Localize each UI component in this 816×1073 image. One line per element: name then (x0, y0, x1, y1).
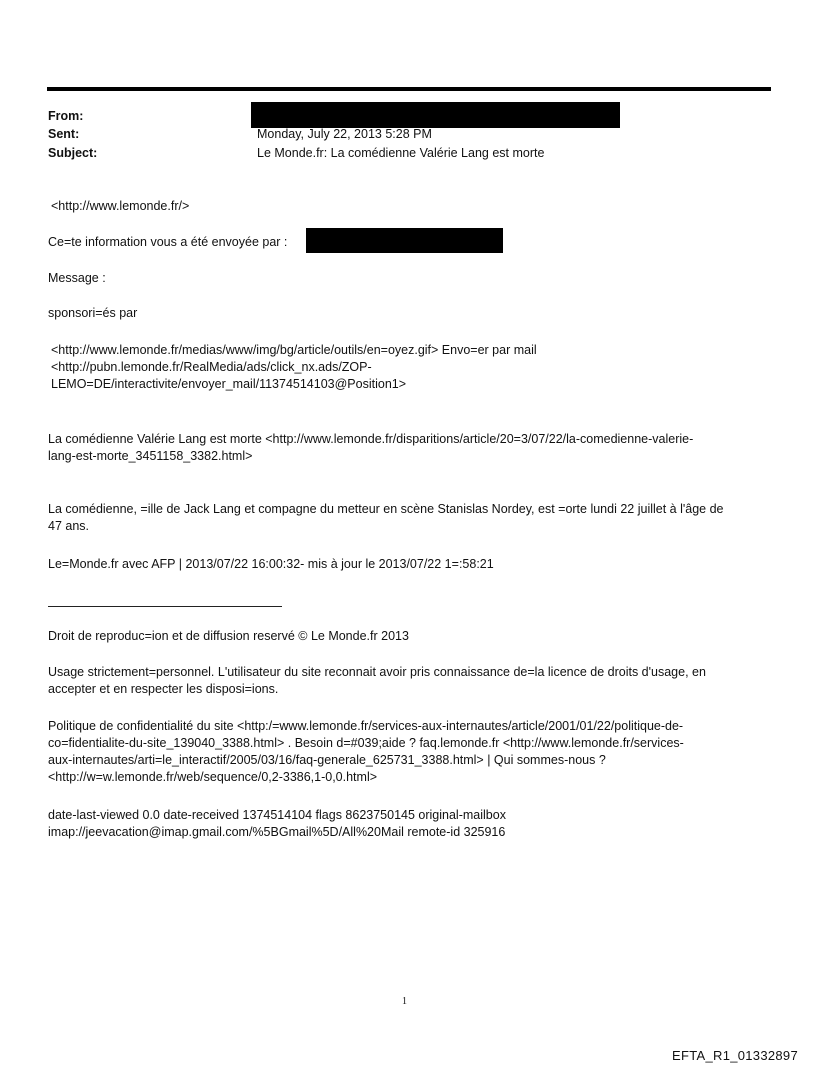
copyright-notice: Droit de reproduc=ion et de diffusion reservé © Le Monde.fr 2013 (48, 629, 409, 643)
page-number: 1 (402, 996, 407, 1007)
redaction-sender (306, 228, 503, 253)
mail-metadata: date-last-viewed 0.0 date-received 1374514104 flags 8623750145 original-mailbox imap://jeevacation@imap.gmail.com/%5BGmail%5D/All%20Mail remote-id 325916 (48, 808, 506, 839)
sent-label: Sent: (48, 127, 80, 141)
subject-value: Le Monde.fr: La comédienne Valérie Lang est morte (257, 146, 545, 160)
from-label: From: (48, 109, 84, 123)
mail-links: <http://www.lemonde.fr/medias/www/img/bg/article/outils/en=oyez.gif> Envo=er par mail <http://pubn.lemonde.fr/RealMedia/ads/click_nx.ads/ZOP- LEMO=DE/interactivite/envoyer_mail/11374514103@Position1> (51, 343, 537, 391)
message-label: Message : (48, 271, 106, 285)
sponsored-text: sponsori=és par (48, 306, 138, 320)
subject-label: Subject: (48, 146, 98, 160)
privacy-policy: Politique de confidentialité du site <http:/=www.lemonde.fr/services-aux-internautes/article/2001/01/22/politique-de- co=fidentialite-du-site_139040_3388.html> . Besoin d=#039;aide ? faq.lemonde.fr <http://www.lemonde.fr/services- aux-internautes/arti=le_interactif/2005/03/16/faq-generale_625731_3388.html> | Qui sommes-nous ? <http://w=w.lemonde.fr/web/sequence/0,2-3386,1-0,0.html> (48, 719, 684, 784)
headline-link: La comédienne Valérie Lang est morte <http://www.lemonde.fr/disparitions/article/20=3/07/22/la-comedienne-valerie- lang-est-morte_3451158_3382.html> (48, 432, 694, 463)
bates-number: EFTA_R1_01332897 (672, 1048, 798, 1063)
top-rule (47, 87, 771, 91)
site-link: <http://www.lemonde.fr/> (51, 199, 190, 213)
usage-notice: Usage strictement=personnel. L'utilisateur du site reconnait avoir pris connaissance de=la licence de droits d'usage, en accepter et en respecter les disposi=ions. (48, 665, 706, 696)
byline: Le=Monde.fr avec AFP | 2013/07/22 16:00:32- mis à jour le 2013/07/22 1=:58:21 (48, 557, 494, 571)
article-summary: La comédienne, =ille de Jack Lang et compagne du metteur en scène Stanislas Nordey, est =orte lundi 22 juillet à l'âge de 47 ans. (48, 502, 724, 533)
sent-by-text: Ce=te information vous a été envoyée par : (48, 235, 288, 249)
separator-line (48, 606, 282, 607)
sent-value: Monday, July 22, 2013 5:28 PM (257, 127, 432, 141)
